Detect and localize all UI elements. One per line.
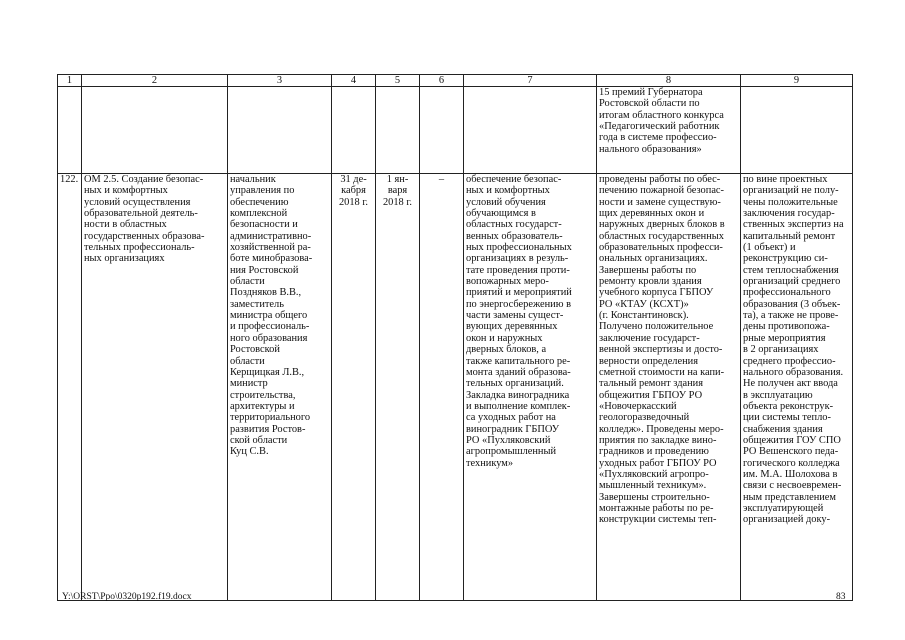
header-row [58, 75, 853, 87]
report-table [57, 74, 853, 601]
column-header-7: 7 [464, 75, 597, 87]
cell-event-name: ОМ 2.5. Создание безопас- ных и комфортных условий осуществления образовательной деятель- ности в областных государственных образова- тельных профессиональ- ных организациях [82, 174, 228, 601]
cell-empty [332, 87, 376, 174]
column-header-9: 9 [741, 75, 853, 87]
table-row-continuation [58, 87, 853, 174]
footer-file-path: Y:\ORST\Ppo\0320p192.f19.docx [62, 592, 192, 602]
column-header-5: 5 [376, 75, 420, 87]
column-header-1: 1 [58, 75, 82, 87]
cell-empty [420, 87, 464, 174]
cell-empty [82, 87, 228, 174]
column-header-6: 6 [420, 75, 464, 87]
cell-row-number: 122. [58, 174, 82, 601]
cell-expected-result: обеспечение безопас- ных и комфортных условий обучения обучающимся в областных государст- венных образователь- ных профессиональных организациях в резуль- тате проведения проти- вопожарных меро- приятий и мероприятий по энергосбережению в части замены сущест- вующих деревянных окон и наружных дверных блоков, а также капитального ре- монта зданий образова- тельных организаций. Закладка виноградника и выполнение комплек- са уходных работ на виноградник ГБПОУ РО «Пухляковский агропромышленный техникум» [464, 174, 597, 601]
column-header-4: 4 [332, 75, 376, 87]
cell-continuation-result: 15 премий Губернатора Ростовской области по итогам областного конкурса «Педагогический работник года в системе профессио- нального образования» [597, 87, 741, 174]
table-row-122 [58, 174, 853, 601]
cell-plan-date: 31 де- кабря 2018 г. [332, 174, 376, 601]
column-header-3: 3 [228, 75, 332, 87]
column-header-2: 2 [82, 75, 228, 87]
cell-empty [228, 87, 332, 174]
cell-empty [464, 87, 597, 174]
footer-page-number: 83 [836, 592, 846, 602]
cell-fact-date: 1 ян- варя 2018 г. [376, 174, 420, 601]
cell-empty [741, 87, 853, 174]
cell-empty [376, 87, 420, 174]
column-header-8: 8 [597, 75, 741, 87]
cell-problems: по вине проектных организаций не полу- чены положительные заключения государ- ственных экспертиз на капитальный ремонт (1 объект) и реконструкцию си- стем теплоснабжения организаций среднего профессионального образования (3 объек- та), а также не прове- дены противопожа- рные мероприятия в 2 организациях среднего профессио- нального образования. Не получен акт ввода в эксплуатацию объекта реконструк- ции системы тепло- снабжения здания общежития ГОУ СПО РО Вешенского педа- гогического колледжа им. М.А. Шолохова в связи с несвоевремен- ным представлением эксплуатирующей организацией доку- [741, 174, 853, 601]
cell-responsible: начальник управления по обеспечению комплексной безопасности и административно- хозяйственной ра- боте минобразова- ния Ростовской области Поздняков В.В., заместитель министра общего и профессиональ- ного образования Ростовской области Керщицкая Л.В., министр строительства, архитектуры и территориального развития Ростов- ской области Куц С.В. [228, 174, 332, 601]
cell-actual-result: проведены работы по обес- печению пожарной безопас- ности и замене существую- щих деревянных окон и наружных дверных блоков в областных государственных образовательных професси- ональных организациях. Завершены работы по ремонту кровли здания учебного корпуса ГБПОУ РО «КТАУ (КСХТ)» (г. Константиновск). Получено положительное заключение государст- венной экспертизы и досто- верности определения сметной стоимости на капи- тальный ремонт здания общежития ГБПОУ РО «Новочеркасский геологоразведочный колледж». Проведены меро- приятия по закладке вино- градников и проведению уходных работ ГБПОУ РО «Пухляковский агропро- мышленный техникум». Завершены строительно- монтажные работы по ре- конструкции системы теп- [597, 174, 741, 601]
cell-empty [58, 87, 82, 174]
cell-column-6: – [420, 174, 464, 601]
